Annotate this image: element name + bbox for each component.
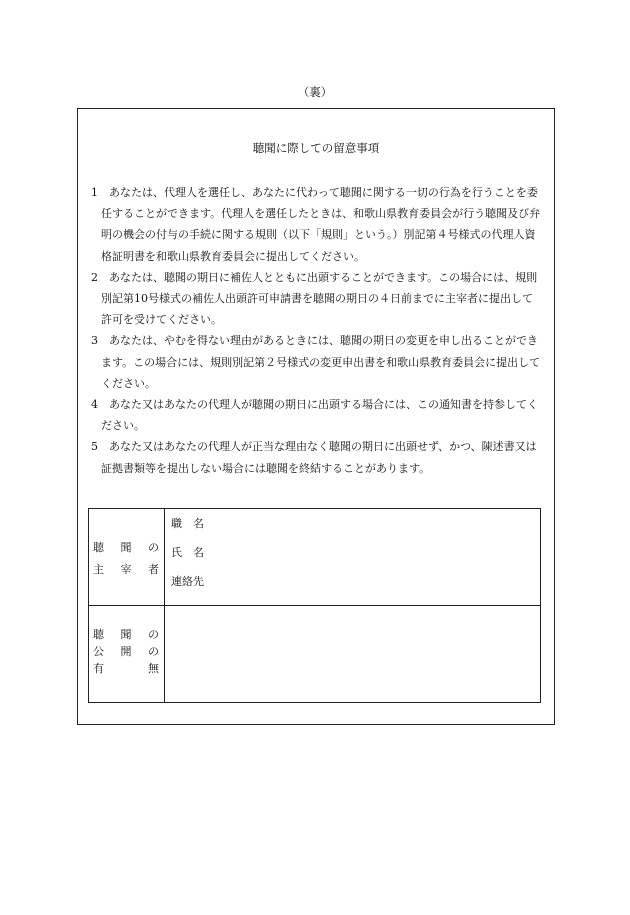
presider-fields-cell[interactable] bbox=[165, 509, 541, 606]
presider-label-line1: 聴 聞 の bbox=[93, 541, 159, 554]
note-text: あなた又はあなたの代理人が聴聞の期日に出頭する場合には、この通知書を持参してください。 bbox=[101, 398, 538, 433]
presider-label-cell bbox=[89, 509, 165, 606]
note-number: 2 bbox=[91, 270, 98, 284]
note-item-5 bbox=[91, 436, 543, 478]
note-text: あなたは、聴聞の期日に補佐人とともに出頭することができます。この場合には、規則別記第10号様式の補佐人出頭許可申請書を聴聞の期日の４日前までに主宰者に提出して許可を受けてください。 bbox=[101, 270, 538, 327]
notice-frame bbox=[77, 108, 555, 725]
page-title: 聴聞に際しての留意事項 bbox=[252, 141, 380, 155]
note-text: あなたは、代理人を選任し、あなたに代わって聴聞に関する一切の行為を行うことを委任することができます。代理人を選任したときは、和歌山県教育委員会が行う聴聞及び弁明の機会の付与の手続に関する規則（以下「規則」という。）別記第４号様式の代理人資格証明書を和歌山県教育委員会に提出してください。 bbox=[101, 186, 541, 263]
note-text: あなた又はあなたの代理人が正当な理由なく聴聞の期日に出頭せず、かつ、陳述書又は証拠書類等を提出しない場合には聴聞を終結することがあります。 bbox=[101, 440, 537, 475]
presider-label-line2: 主 宰 者 bbox=[93, 563, 159, 576]
note-item-4 bbox=[91, 394, 543, 436]
note-item-2 bbox=[91, 267, 543, 331]
note-item-1 bbox=[91, 182, 543, 267]
hearing-info-table bbox=[88, 508, 541, 703]
public-label-line2: 公 開 の bbox=[93, 645, 159, 658]
public-label-line3: 有 無 bbox=[93, 662, 159, 675]
public-label-line1: 聴 聞 の bbox=[93, 628, 159, 641]
notes-list bbox=[91, 182, 543, 479]
note-number: 3 bbox=[91, 334, 98, 348]
note-number: 5 bbox=[91, 440, 98, 454]
presider-row bbox=[89, 509, 541, 606]
position-field-label: 職 名 bbox=[171, 517, 204, 530]
note-number: 1 bbox=[91, 186, 98, 199]
public-label-cell bbox=[89, 606, 165, 703]
public-row bbox=[89, 606, 541, 703]
note-item-3 bbox=[91, 330, 543, 394]
page-side-label: （裏） bbox=[297, 85, 333, 99]
name-field-label: 氏 名 bbox=[171, 546, 204, 559]
contact-field-label: 連絡先 bbox=[171, 575, 204, 588]
note-number: 4 bbox=[91, 398, 98, 412]
note-text: あなたは、やむを得ない理由があるときには、聴聞の期日の変更を申し出ることができます。この場合には、規則別記第２号様式の変更申出書を和歌山県教育委員会に提出してください。 bbox=[101, 334, 541, 390]
public-value-cell[interactable] bbox=[165, 606, 541, 703]
